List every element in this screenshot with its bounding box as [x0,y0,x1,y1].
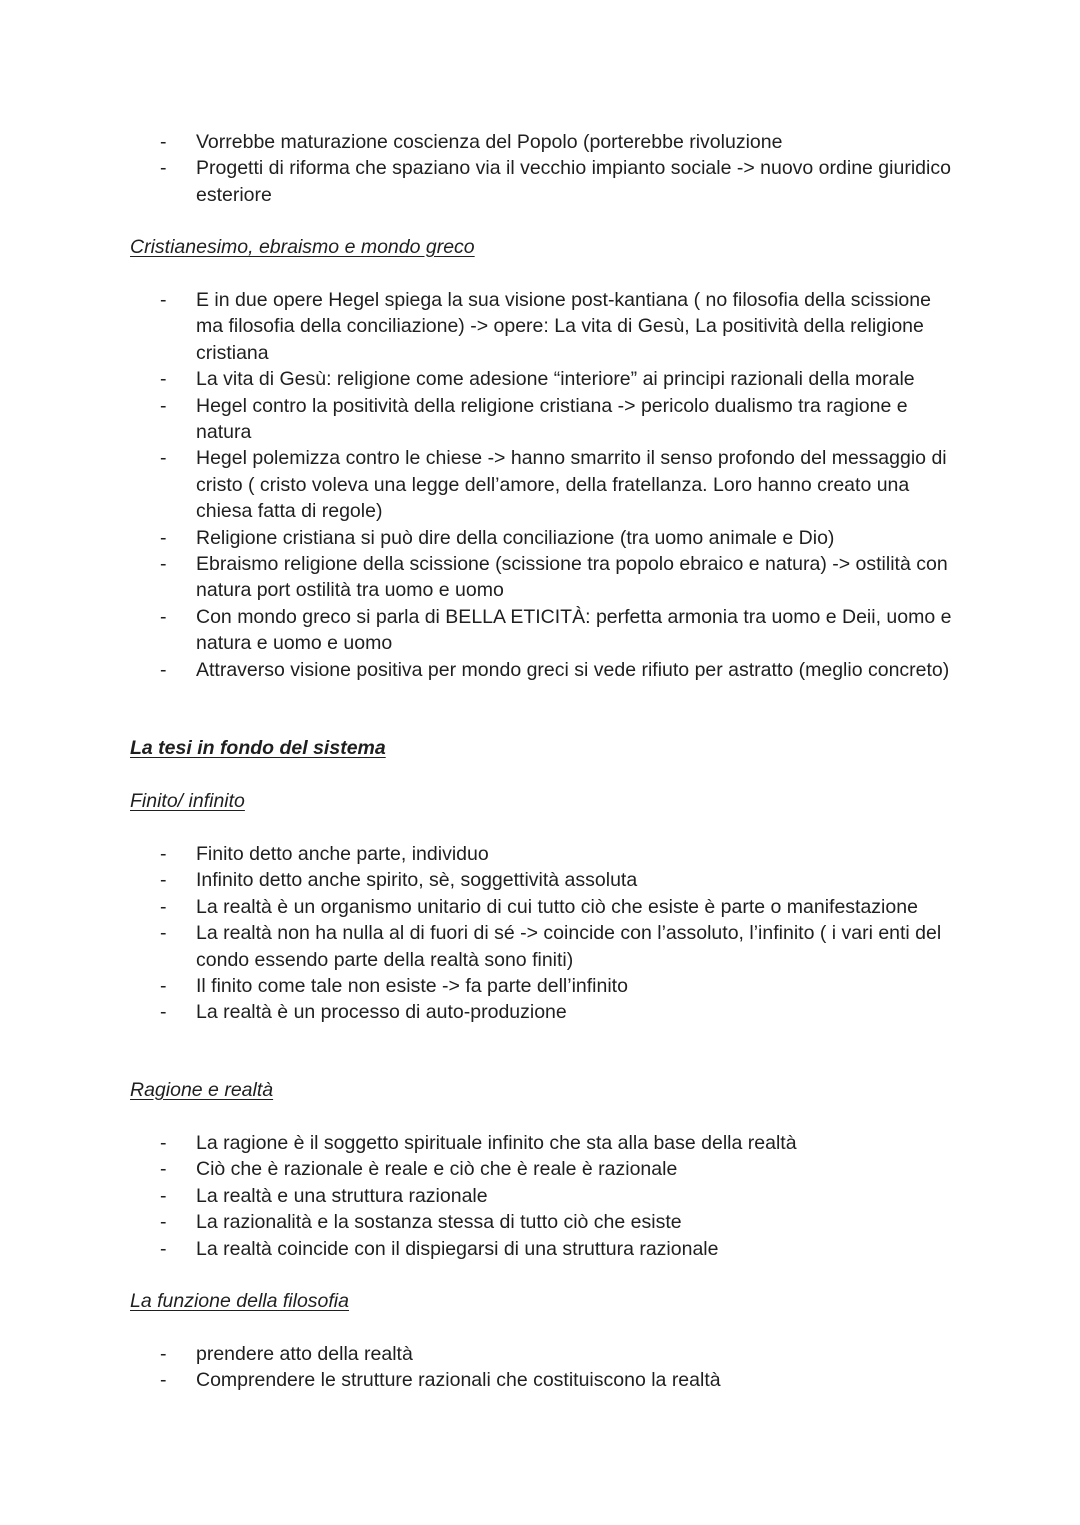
bullet-dash: - [160,922,167,945]
bullet-dash: - [160,1211,167,1234]
list-item [130,1341,960,1367]
list-item-text: Hegel polemizza contro le chiese -> hanno smarrito il senso profondo del messaggio di cristo ( cristo voleva una legge dell’amore, della fratellanza. Loro hanno creato una chiesa fatta di regole) [196,447,947,523]
list-item [130,604,960,657]
list-item-text: Comprendere le strutture razionali che costituiscono la realtà [196,1369,721,1392]
section-heading-tesi: La tesi in fondo del sistema [130,737,386,759]
cristianesimo-list-block [130,287,960,683]
bullet-dash: - [160,289,167,311]
list-item-text: La razionalità e la sostanza stessa di tutto ciò che esiste [196,1211,682,1234]
list-item [130,1183,960,1209]
list-item-text: E in due opere Hegel spiega la sua visione post-kantiana ( no filosofia della scissione ma filosofia della conciliazione) -> opere: La vita di Gesù, La positività della religione cristiana [196,289,931,364]
section-heading-finito: Finito/ infinito [130,790,245,812]
list-item [130,445,960,524]
list-item [130,551,960,604]
list-item-text: Il finito come tale non esiste -> fa parte dell’infinito [196,975,628,998]
list-item [130,366,960,392]
list-item-text: La vita di Gesù: religione come adesione “interiore” ai principi razionali della morale [196,368,915,391]
bullet-dash: - [160,553,167,576]
list-item [130,1236,960,1262]
list-item-text: Religione cristiana si può dire della conciliazione (tra uomo animale e Dio) [196,526,835,549]
list-item [130,1367,960,1393]
section-heading-cristianesimo: Cristianesimo, ebraismo e mondo greco [130,236,475,258]
bullet-dash: - [160,843,167,865]
funzione-list [130,1341,960,1394]
list-item-text: Infinito detto anche spirito, sè, soggettività assoluta [196,869,638,892]
list-item [130,1130,960,1156]
list-item-text: Hegel contro la positività della religione cristiana -> pericolo dualismo tra ragione e natura [196,394,908,444]
ragione-list [130,1130,960,1262]
list-item [130,393,960,446]
list-item [130,999,960,1025]
list-item-text: Ciò che è razionale è reale e ciò che è reale è razionale [196,1158,678,1181]
list-item-text: Progetti di riforma che spaziano via il vecchio impianto sociale -> nuovo ordine giuridico esteriore [196,157,951,206]
bullet-dash: - [160,368,167,391]
bullet-dash: - [160,869,167,892]
funzione-list-block [130,1341,960,1394]
list-item-text: La realtà è un processo di auto-produzione [196,1001,567,1024]
bullet-dash: - [160,131,167,153]
section-heading-funzione: La funzione della filosofia [130,1290,349,1312]
section-heading-ragione: Ragione e realtà [130,1079,274,1101]
bullet-dash: - [160,157,167,180]
list-item-text: Finito detto anche parte, individuo [196,843,489,865]
list-item-text: La realtà coincide con il dispiegarsi di una struttura razionale [196,1237,719,1260]
list-item [130,1209,960,1235]
bullet-dash: - [160,658,167,681]
list-item-text: La realtà non ha nulla al di fuori di sé -> coincide con l’assoluto, l’infinito ( i vari enti del condo essendo parte della realtà sono finiti) [196,922,942,971]
intro-list-block [130,129,960,208]
bullet-dash: - [160,605,167,628]
list-item-text: prendere atto della realtà [196,1343,413,1365]
list-item [130,894,960,920]
bullet-dash: - [160,1184,167,1207]
list-item [130,1156,960,1182]
intro-list [130,129,960,208]
cristianesimo-list [130,287,960,683]
ragione-list-block [130,1130,960,1262]
bullet-dash: - [160,975,167,998]
bullet-dash: - [160,1001,167,1024]
list-item [130,973,960,999]
bullet-dash: - [160,1132,167,1154]
finito-list [130,841,960,1026]
list-item-text: La ragione è il soggetto spirituale infinito che sta alla base della realtà [196,1132,797,1154]
list-item [130,920,960,973]
bullet-dash: - [160,526,167,549]
list-item [130,841,960,867]
bullet-dash: - [160,1369,167,1392]
list-item [130,867,960,893]
list-item-text: Attraverso visione positiva per mondo greci si vede rifiuto per astratto (meglio concreto) [196,658,950,681]
bullet-dash: - [160,394,167,417]
bullet-dash: - [160,1158,167,1181]
list-item [130,155,960,208]
bullet-dash: - [160,895,167,918]
bullet-dash: - [160,447,167,470]
list-item-text: Con mondo greco si parla di BELLA ETICITÀ: perfetta armonia tra uomo e Deii, uomo e natura e uomo e uomo [196,605,952,655]
list-item [130,525,960,551]
list-item-text: La realtà è un organismo unitario di cui tutto ciò che esiste è parte o manifestazione [196,895,918,918]
bullet-dash: - [160,1237,167,1260]
list-item [130,657,960,683]
list-item-text: Vorrebbe maturazione coscienza del Popolo (porterebbe rivoluzione [196,131,783,153]
list-item [130,129,960,155]
list-item-text: La realtà e una struttura razionale [196,1184,488,1207]
finito-list-block [130,841,960,1026]
list-item-text: Ebraismo religione della scissione (scissione tra popolo ebraico e natura) -> ostilità con natura port ostilità tra uomo e uomo [196,553,948,602]
list-item [130,287,960,366]
bullet-dash: - [160,1343,167,1365]
